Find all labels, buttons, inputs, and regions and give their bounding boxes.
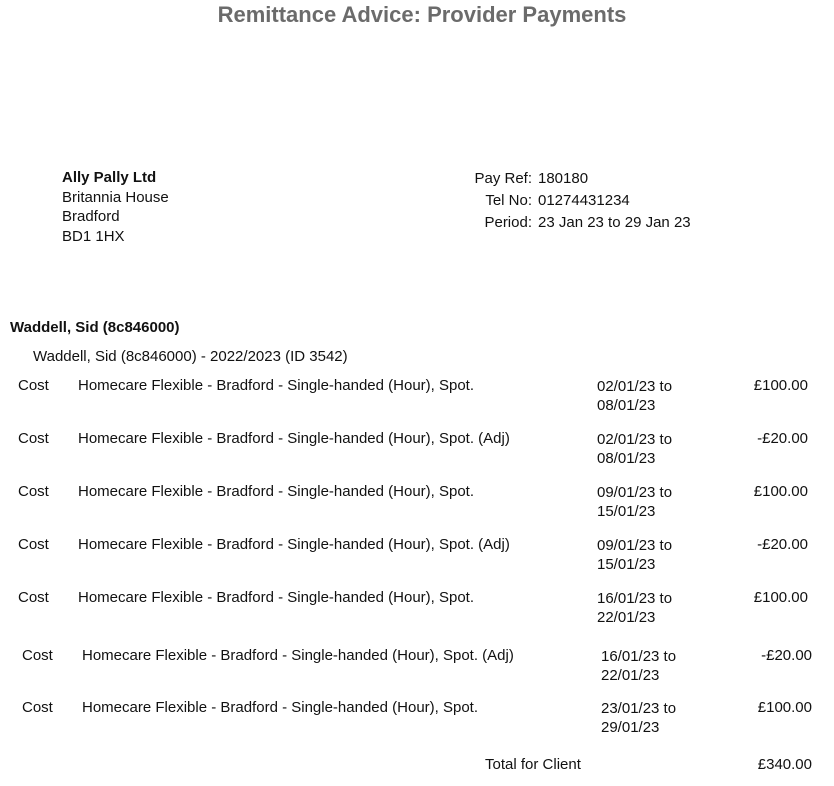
row-type: Cost (18, 430, 49, 447)
row-amount: £100.00 (757, 699, 812, 716)
row-period-to: 15/01/23 (597, 503, 656, 520)
row-type: Cost (22, 647, 53, 664)
pay-ref-label: Pay Ref: (474, 170, 532, 187)
row-type: Cost (18, 536, 49, 553)
row-period-from: 02/01/23 to (597, 431, 673, 448)
row-period-to: 08/01/23 (597, 450, 656, 467)
period-value: 23 Jan 23 to 29 Jan 23 (538, 214, 691, 231)
row-period (601, 699, 676, 737)
row-description: Homecare Flexible - Bradford - Single-handed (Hour), Spot. (78, 589, 475, 606)
row-description: Homecare Flexible - Bradford - Single-handed (Hour), Spot. (Adj) (82, 647, 514, 664)
table-row (0, 483, 834, 527)
row-period (597, 536, 672, 574)
row-period-to: 08/01/23 (597, 397, 656, 414)
row-type: Cost (18, 377, 49, 394)
row-period-to: 29/01/23 (601, 719, 660, 736)
row-period-from: 02/01/23 to (597, 378, 673, 395)
table-row (0, 377, 834, 421)
row-period-from: 23/01/23 to (601, 700, 677, 717)
client-header: Waddell, Sid (8c846000) (10, 319, 180, 336)
table-row (0, 430, 834, 474)
table-row (0, 699, 834, 743)
tel-row (466, 190, 691, 212)
total-amount: £340.00 (757, 756, 812, 773)
document-title: Remittance Advice: Provider Payments (217, 2, 627, 27)
row-period-to: 22/01/23 (597, 609, 656, 626)
total-label: Total for Client (485, 756, 581, 773)
row-description: Homecare Flexible - Bradford - Single-handed (Hour), Spot. (78, 377, 475, 394)
row-description: Homecare Flexible - Bradford - Single-handed (Hour), Spot. (78, 483, 475, 500)
row-period-from: 16/01/23 to (601, 648, 677, 665)
row-description: Homecare Flexible - Bradford - Single-handed (Hour), Spot. (82, 699, 479, 716)
tel-value: 01274431234 (538, 192, 630, 209)
row-period (597, 483, 672, 521)
row-period-from: 09/01/23 to (597, 537, 673, 554)
table-row (0, 536, 834, 580)
row-period-to: 22/01/23 (601, 667, 660, 684)
row-period (601, 647, 676, 685)
tel-label: Tel No: (485, 192, 532, 209)
row-description: Homecare Flexible - Bradford - Single-handed (Hour), Spot. (Adj) (78, 536, 510, 553)
row-amount: £100.00 (753, 377, 808, 394)
row-period-from: 09/01/23 to (597, 484, 673, 501)
period-label: Period: (484, 214, 532, 231)
row-period (597, 377, 672, 415)
pay-ref-value: 180180 (538, 170, 589, 187)
client-subheader: Waddell, Sid (8c846000) - 2022/2023 (ID 3542) (33, 348, 348, 365)
payment-info (466, 168, 691, 234)
row-period-from: 16/01/23 to (597, 590, 673, 607)
provider-address-line1: Britannia House (62, 188, 169, 206)
pay-ref-row (466, 168, 691, 190)
row-period (597, 430, 672, 468)
row-amount: -£20.00 (761, 647, 812, 664)
row-type: Cost (18, 483, 49, 500)
provider-name: Ally Pally Ltd (62, 169, 157, 186)
row-amount: -£20.00 (757, 536, 808, 553)
row-amount: £100.00 (753, 483, 808, 500)
row-type: Cost (22, 699, 53, 716)
row-period-to: 15/01/23 (597, 556, 656, 573)
table-row (0, 647, 834, 691)
row-period (597, 589, 672, 627)
row-amount: £100.00 (753, 589, 808, 606)
row-type: Cost (18, 589, 49, 606)
provider-address (62, 168, 169, 246)
table-row (0, 589, 834, 633)
period-row (466, 212, 691, 234)
provider-postcode: BD1 1HX (62, 227, 125, 245)
row-amount: -£20.00 (757, 430, 808, 447)
provider-address-line2: Bradford (62, 208, 120, 225)
row-description: Homecare Flexible - Bradford - Single-handed (Hour), Spot. (Adj) (78, 430, 510, 447)
